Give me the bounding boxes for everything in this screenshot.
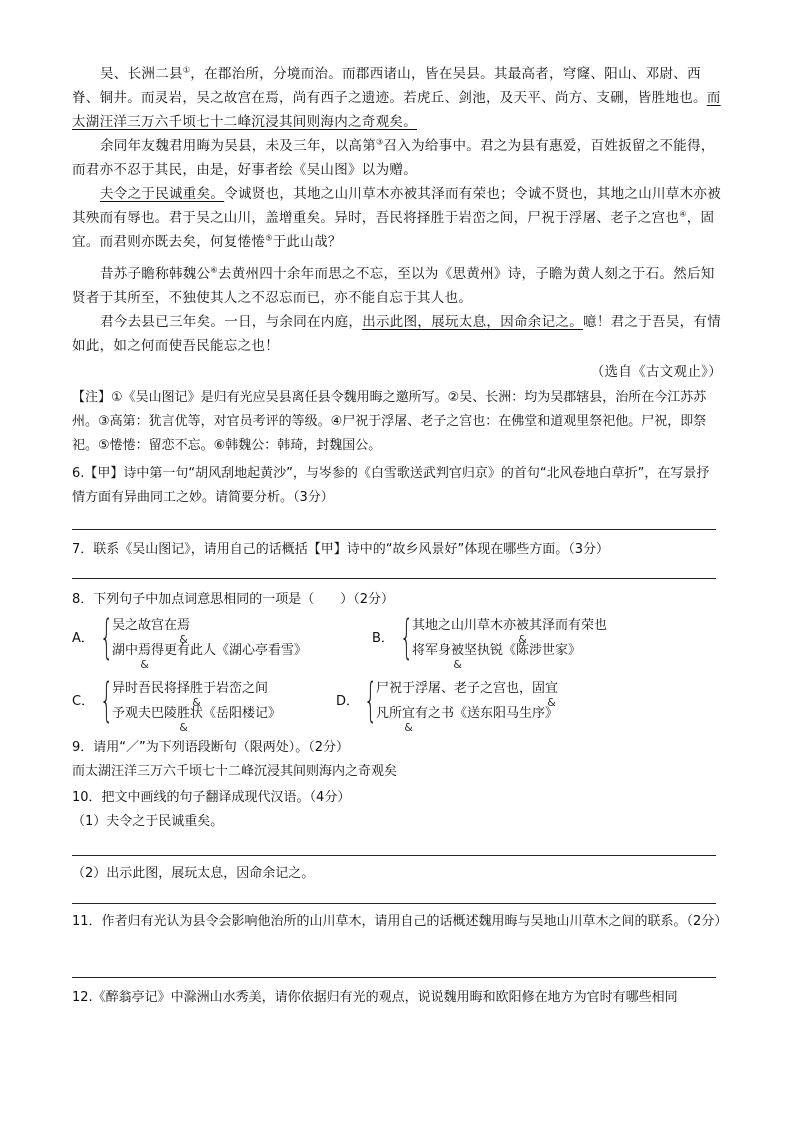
- question-11: 11．作者归有光认为县令会影响他治所的山川草木，请用自己的话概述魏用晦与吴地山川草木之间的联系。（2分）: [72, 914, 728, 929]
- answer-line-q10-2[interactable]: [72, 903, 716, 904]
- dotted-word: 胜 &: [177, 706, 190, 721]
- answer-line-q10-1[interactable]: [72, 855, 716, 856]
- passage-paragraph-3: 夫令之于民诚重矣。令诚贤也，其地之山川草木亦被其泽而有荣也；令诚不贤也，其地之山川草木亦被其殃而有辱也。君于吴之山川，盖增重矣。异时，吾民将择胜于岩峦之间，尸祝于浮屠、老子之宫也④，固宜。而君则亦既去矣，何复惓惓⑤于此山哉？: [72, 186, 722, 250]
- dotted-word: 胜 &: [190, 681, 203, 696]
- dotted-word: 被 &: [451, 643, 464, 658]
- option-c[interactable]: C． { 异时吾民将择胜 &于岩峦之间 予观夫巴陵胜 &状《岳阳楼记》: [72, 677, 332, 727]
- answer-line-q7[interactable]: [72, 578, 716, 579]
- passage-paragraph-4: 昔苏子瞻称韩魏公⑥去黄州四十余年而思之不忘，至以为《思黄州》诗，子瞻为黄人刻之于石。然后知贤者于其所至，不独使其人之不忍忘而已，亦不能自忘于其人也。: [72, 265, 715, 306]
- question-9: 9．请用“／”为下列语段断句（限两处）。（2分）: [72, 740, 350, 755]
- answer-line-q6[interactable]: [72, 529, 716, 530]
- underlined-sentence-3: 出示此图，展玩太息，因命余记之。: [362, 314, 584, 330]
- question-10-1: （1）夫令之于民诚重矣。: [72, 814, 224, 829]
- answer-line-q11[interactable]: [72, 977, 716, 978]
- question-7: 7．联系《吴山图记》，请用自己的话概括【甲】诗中的“故乡风景好”体现在哪些方面。（3分）: [72, 542, 610, 557]
- annotation-note: 【注】①《吴山图记》是归有光应吴县离任县令魏用晦之邀所写。②吴、长洲：均为吴郡辖县，治所在今江苏苏州。③高第：犹言优等，对官员考评的等级。④尸祝于浮屠、老子之宫也：在佛堂和道观里祭祀他。尸祝，即祭祀。⑤惓惓：留恋不忘。⑥韩魏公：韩琦，封魏国公。: [72, 390, 707, 453]
- dotted-word: 焉 &: [177, 618, 190, 633]
- option-a[interactable]: A． { 吴之故宫在焉 & 湖中焉 &得更有此人《湖心亭看雪》: [72, 614, 372, 664]
- passage-paragraph-1: 吴、长洲二县①，在郡治所，分境而治。而郡西诸山，皆在吴县。其最高者，穹窿、阳山、邓尉、西脊、铜井。而灵岩，吴之故宫在焉，尚有西子之遗迹。若虎丘、剑池，及天平、尚方、支硎，皆胜地也。而太湖汪洋三万六千顷七十二峰沉浸其间则海内之奇观矣。: [72, 65, 721, 130]
- question-8: 8．下列句子中加点词意思相同的一项是（ ）（2分）: [72, 592, 395, 607]
- dotted-word: 焉 &: [138, 643, 151, 658]
- underlined-sentence-2: 夫令之于民诚重矣。: [100, 186, 225, 202]
- question-10: 10．把文中画线的句子翻译成现代汉语。（4分）: [72, 790, 351, 805]
- question-12: 12.《醉翁亭记》中滁洲山水秀美，请你依据归有光的观点，说说魏用晦和欧阳修在地方为官时有哪些相同: [72, 990, 678, 1005]
- dotted-word: 宜 &: [545, 681, 558, 696]
- passage-paragraph-2: 余同年友魏君用晦为吴县，未及三年，以高第③召入为给事中。君之为县有惠爱，百姓扳留之不能得，而君亦不忍于其民，由是，好事者绘《吴山图》以为赠。: [72, 137, 715, 178]
- option-b[interactable]: B． { 其地之山川草木亦被 &其泽而有荣也 将军身被 &坚执锐《陈涉世家》: [372, 614, 712, 664]
- underlined-sentence-1: 而太湖汪洋三万六千顷七十二峰沉浸其间则海内之奇观矣。: [72, 90, 721, 130]
- question-6: 6.【甲】诗中第一句“胡风刮地起黄沙”，与岑参的《白雪歌送武判官归京》的首句“北风卷地白草折”，在写景抒情方面有异曲同工之妙。请简要分析。（3分）: [72, 466, 710, 505]
- option-d[interactable]: D． { 尸祝于浮屠、老子之宫也，固宜 & 凡所宜 &有之书《送东阳马生序》: [336, 677, 636, 727]
- question-10-2: （2）出示此图，展玩太息，因命余记之。: [72, 866, 315, 881]
- passage-source: （选自《古文观止》）: [590, 364, 722, 380]
- passage-paragraph-5: 君今去县已三年矣。一日，与余同在内庭，出示此图，展玩太息，因命余记之。噫！君之于吾吴，有情如此，如之何而使吾民能忘之也！: [72, 314, 722, 354]
- dotted-word: 被 &: [516, 618, 529, 633]
- dotted-word: 宜 &: [402, 706, 415, 721]
- question-9-text[interactable]: 而太湖汪洋三万六千顷七十二峰沉浸其间则海内之奇观矣: [72, 764, 398, 779]
